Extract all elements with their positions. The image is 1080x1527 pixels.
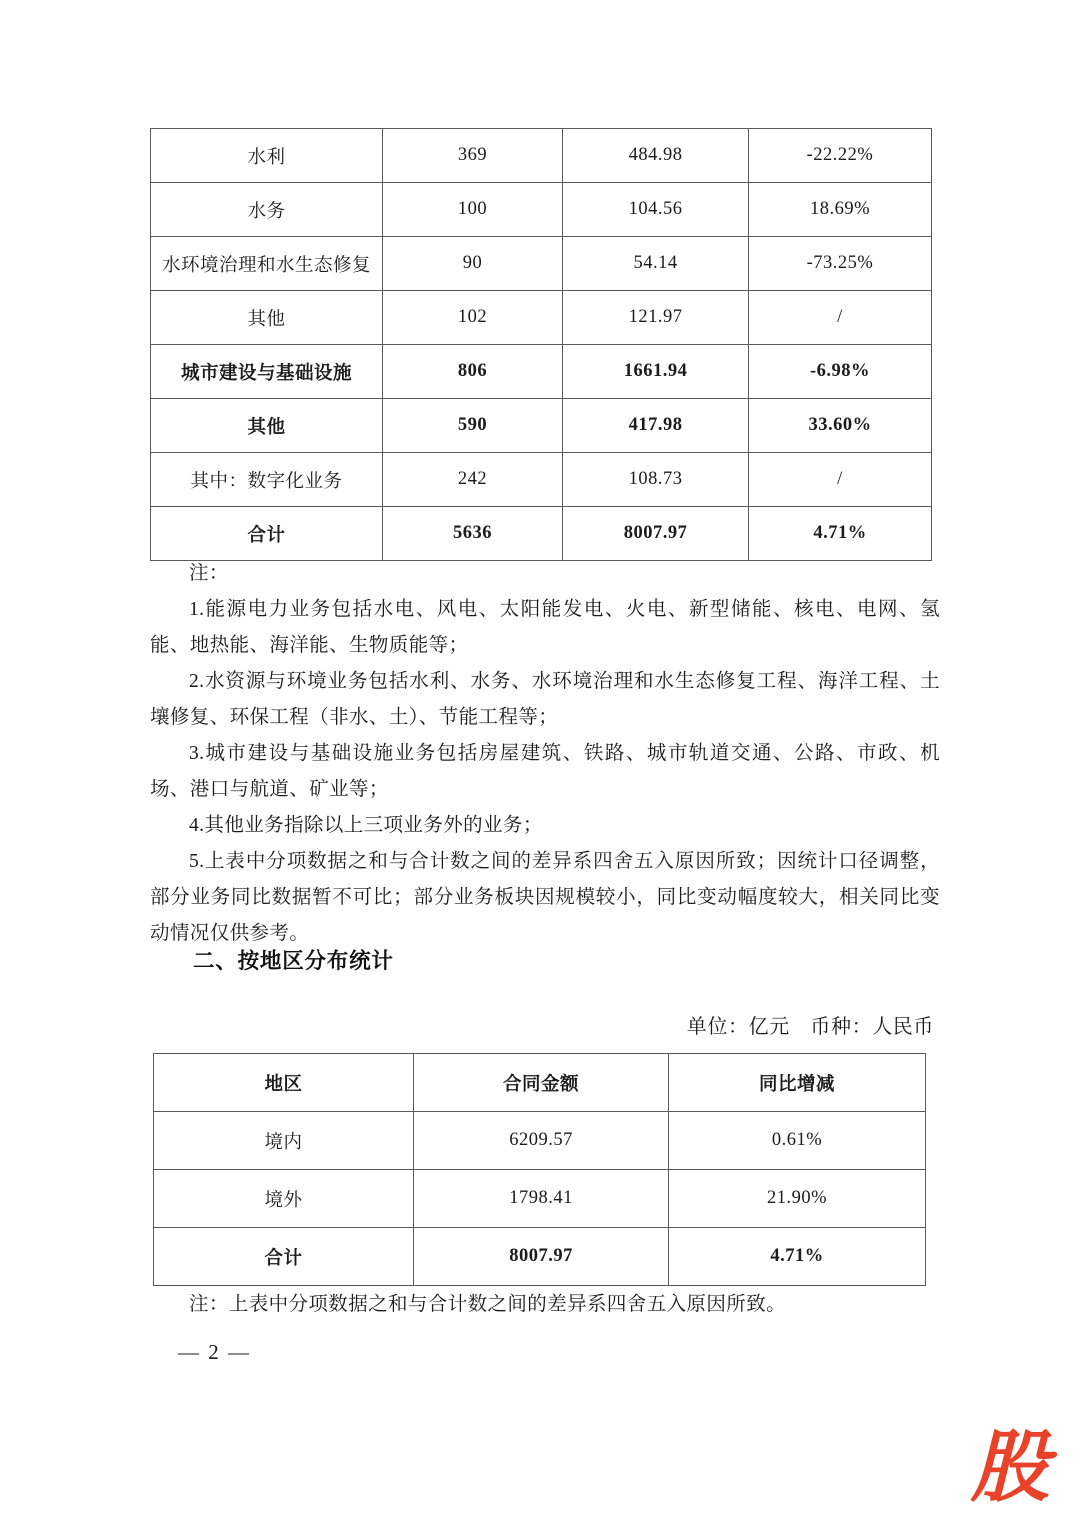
cell-amount: 6209.57	[414, 1112, 669, 1170]
cell-region: 境外	[154, 1170, 414, 1228]
table-row	[151, 453, 932, 507]
note-item-1: 1.能源电力业务包括水电、风电、太阳能发电、火电、新型储能、核电、电网、氢能、地热能、海洋能、生物质能等；	[150, 599, 940, 656]
cell-yoy: -6.98%	[749, 345, 932, 399]
table-row	[151, 291, 932, 345]
cell-yoy: 4.71%	[749, 507, 932, 561]
table-row	[151, 399, 932, 453]
cell-region: 合计	[154, 1228, 414, 1286]
table-row	[151, 345, 932, 399]
region-note-block	[150, 1288, 940, 1322]
cell-amount: 484.98	[563, 129, 749, 183]
table-row	[154, 1170, 926, 1228]
cell-yoy: /	[749, 453, 932, 507]
cell-region: 境内	[154, 1112, 414, 1170]
cell-amount: 8007.97	[414, 1228, 669, 1286]
cell-amount: 1798.41	[414, 1170, 669, 1228]
cell-yoy: 0.61%	[669, 1112, 926, 1170]
cell-category: 水环境治理和水生态修复	[151, 237, 383, 291]
cell-yoy: -73.25%	[749, 237, 932, 291]
cell-amount: 108.73	[563, 453, 749, 507]
cell-amount: 104.56	[563, 183, 749, 237]
cell-category: 水利	[151, 129, 383, 183]
page-number: — 2 —	[178, 1340, 251, 1364]
cell-count: 5636	[383, 507, 563, 561]
note-item-2: 2.水资源与环境业务包括水利、水务、水环境治理和水生态修复工程、海洋工程、土壤修复、环保工程（非水、土）、节能工程等；	[150, 671, 940, 728]
cell-count: 242	[383, 453, 563, 507]
table-row	[151, 129, 932, 183]
cell-category: 城市建设与基础设施	[151, 345, 383, 399]
note-item-3: 3.城市建设与基础设施业务包括房屋建筑、铁路、城市轨道交通、公路、市政、机场、港口与航道、矿业等；	[150, 743, 940, 800]
table-row	[151, 507, 932, 561]
table-header-row	[154, 1054, 926, 1112]
cell-yoy: 4.71%	[669, 1228, 926, 1286]
cell-category: 其他	[151, 399, 383, 453]
column-header: 地区	[154, 1054, 414, 1112]
table-row	[154, 1112, 926, 1170]
stock-watermark-icon: 股	[970, 1428, 1049, 1508]
business-distribution-table	[150, 128, 932, 561]
region-distribution-table	[153, 1053, 926, 1286]
cell-count: 590	[383, 399, 563, 453]
unit-currency-line: 单位：亿元 币种：人民币	[686, 1016, 934, 1038]
column-header: 同比增减	[669, 1054, 926, 1112]
cell-yoy: -22.22%	[749, 129, 932, 183]
section-heading-region: 二、按地区分布统计	[193, 949, 394, 973]
cell-count: 102	[383, 291, 563, 345]
column-header: 合同金额	[414, 1054, 669, 1112]
region-note-text: 注：上表中分项数据之和与合计数之间的差异系四舍五入原因所致。	[189, 1294, 787, 1315]
table-row	[151, 183, 932, 237]
cell-count: 90	[383, 237, 563, 291]
cell-count: 806	[383, 345, 563, 399]
cell-amount: 121.97	[563, 291, 749, 345]
table-row	[151, 237, 932, 291]
cell-yoy: /	[749, 291, 932, 345]
cell-yoy: 33.60%	[749, 399, 932, 453]
cell-amount: 54.14	[563, 237, 749, 291]
cell-amount: 1661.94	[563, 345, 749, 399]
cell-amount: 8007.97	[563, 507, 749, 561]
cell-category: 其他	[151, 291, 383, 345]
cell-count: 100	[383, 183, 563, 237]
note-item-5: 5.上表中分项数据之和与合计数之间的差异系四舍五入原因所致；因统计口径调整，部分业务同比数据暂不可比；部分业务板块因规模较小，同比变动幅度较大，相关同比变动情况仅供参考。	[150, 851, 940, 944]
cell-yoy: 21.90%	[669, 1170, 926, 1228]
notes-label: 注：	[189, 563, 229, 584]
cell-count: 369	[383, 129, 563, 183]
cell-category: 其中：数字化业务	[151, 453, 383, 507]
note-item-4: 4.其他业务指除以上三项业务外的业务；	[189, 815, 543, 836]
cell-category: 水务	[151, 183, 383, 237]
table-row	[154, 1228, 926, 1286]
cell-yoy: 18.69%	[749, 183, 932, 237]
cell-category: 合计	[151, 507, 383, 561]
cell-amount: 417.98	[563, 399, 749, 453]
business-notes-block	[150, 556, 940, 952]
